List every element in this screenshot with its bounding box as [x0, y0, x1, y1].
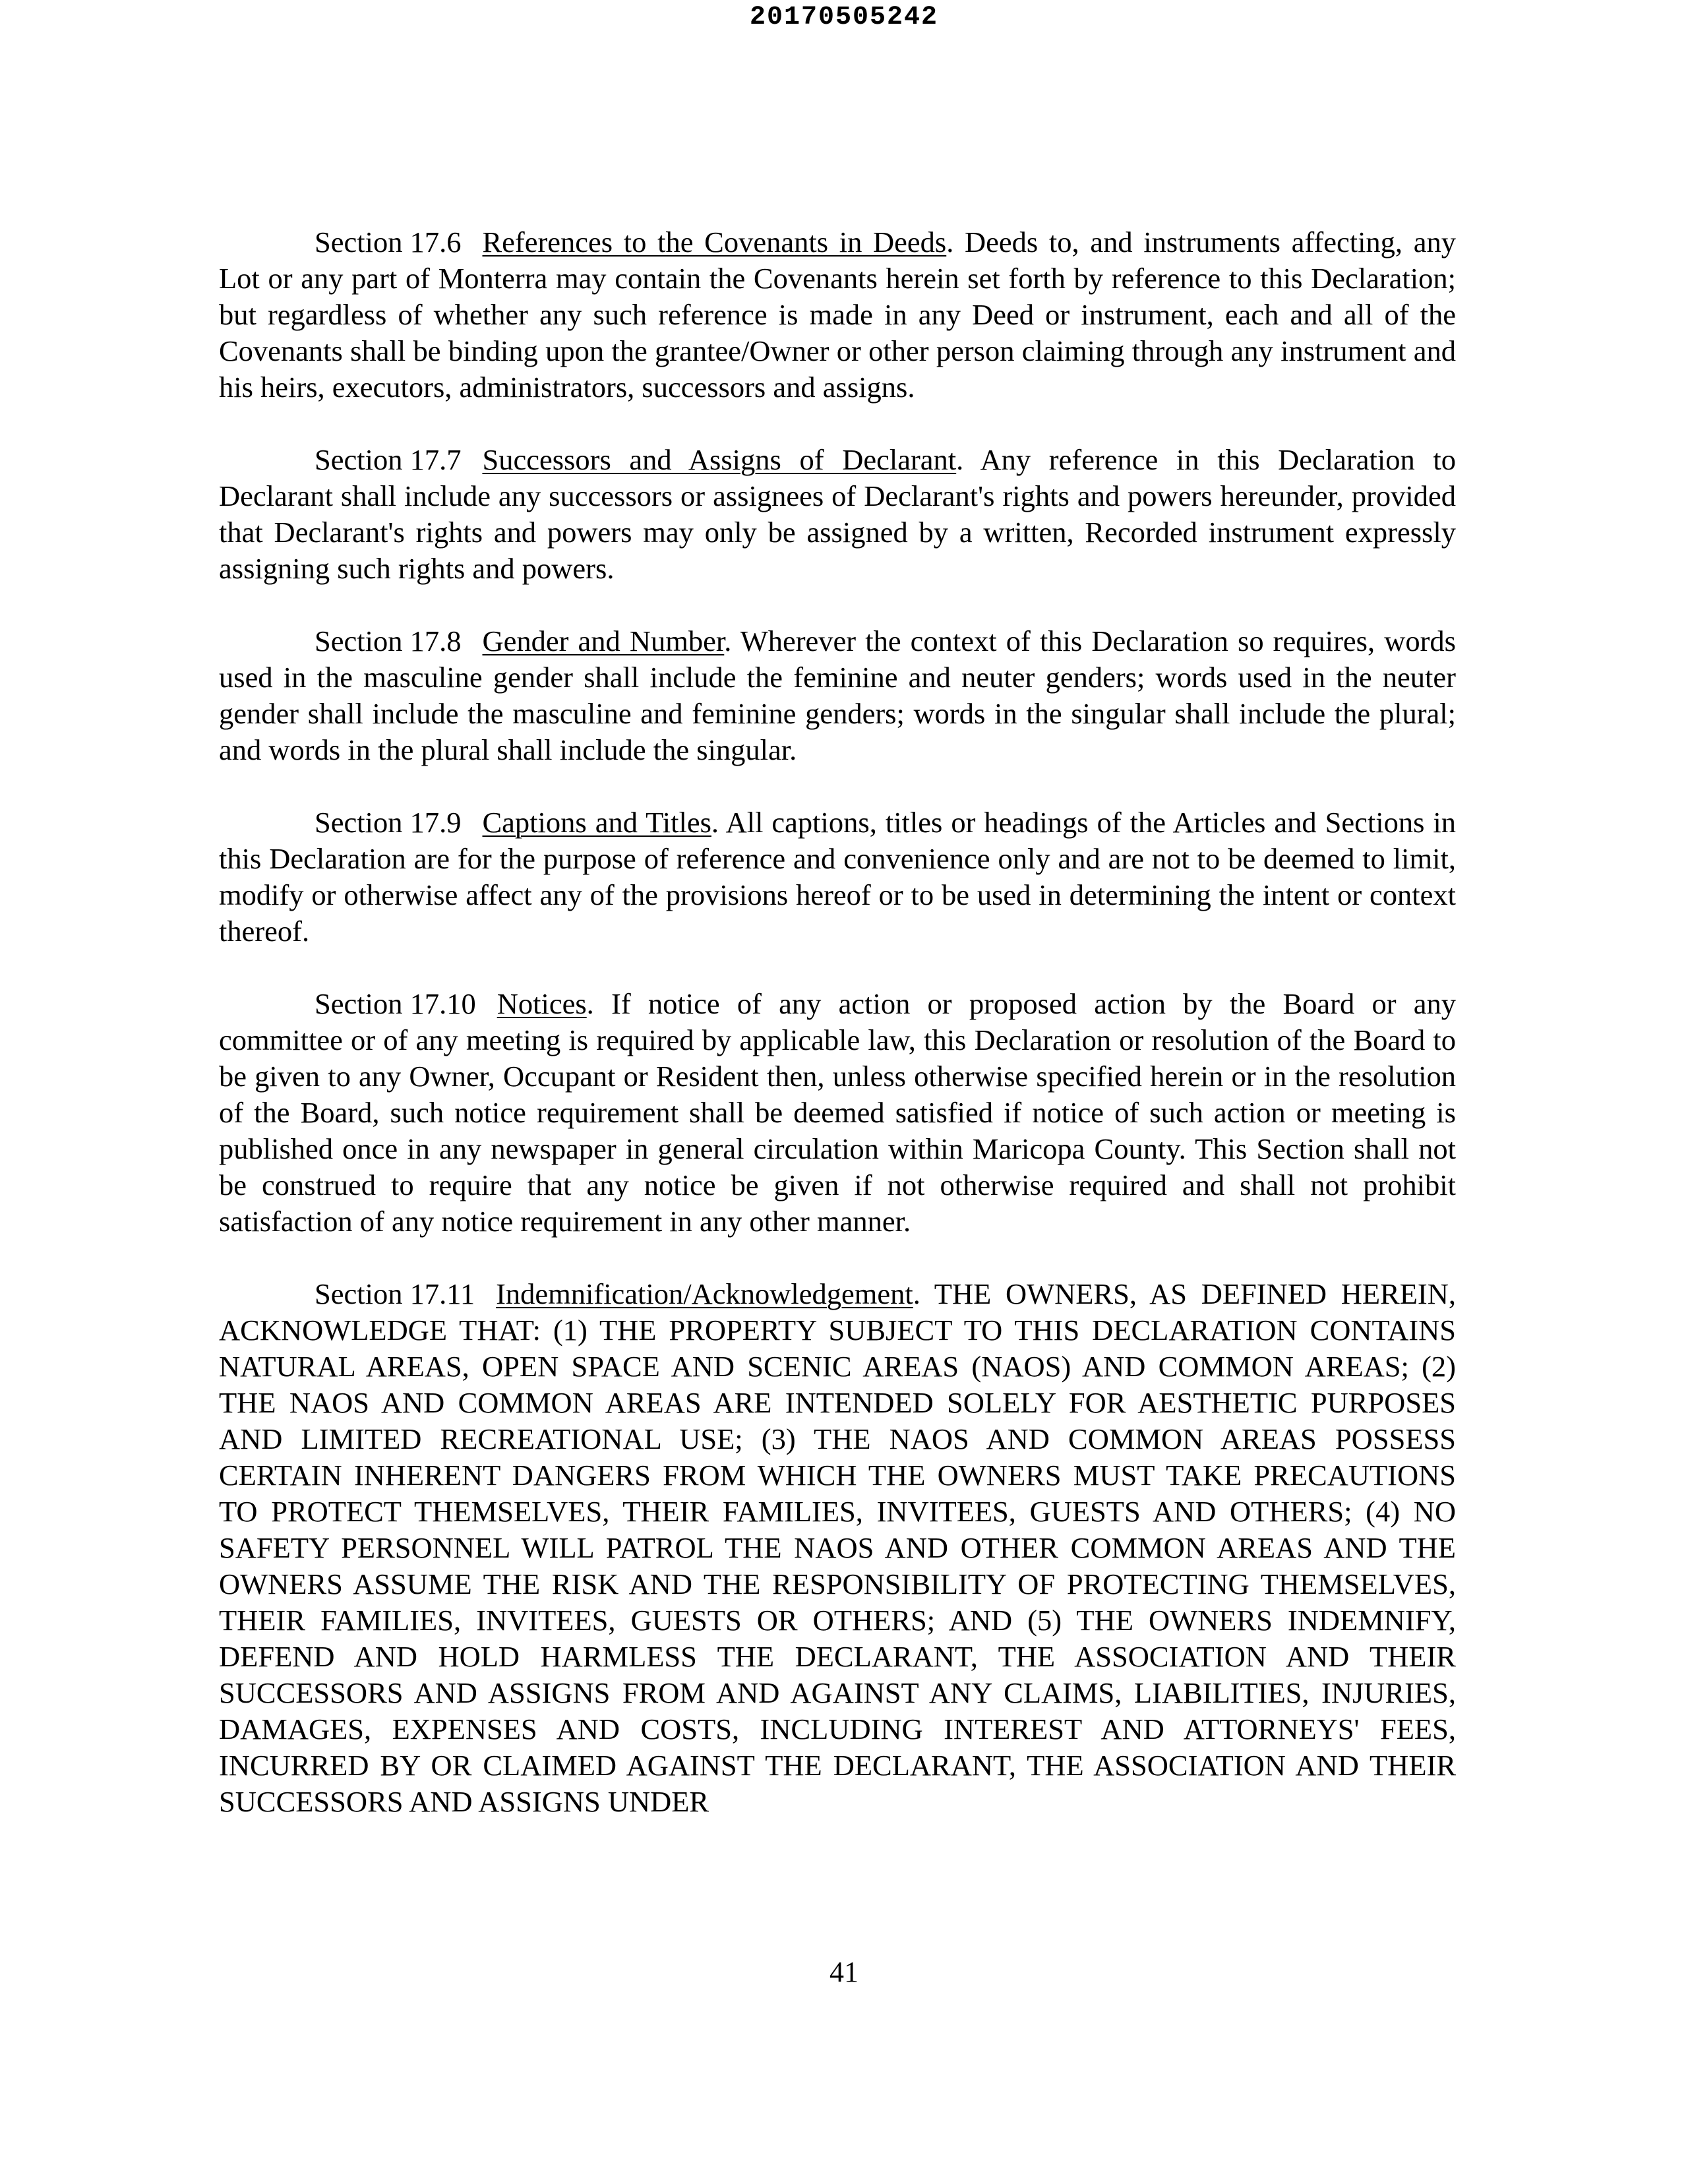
- section-number: Section 17.8: [315, 624, 462, 657]
- section-title: Captions and Titles: [482, 806, 711, 839]
- document-body: [219, 224, 1456, 1856]
- section-text: . If notice of any action or proposed action by the Board or any committee or of any meeting is required by applicable law, this Declaration or resolution of the Board to be given to any Owner, Occupant or Resident then, unless otherwise specified herein or in the resolution of the Board, such notice requirement shall be deemed satisfied if notice of such action or meeting is published once in any newspaper in general circulation within Maricopa County. This Section shall not be construed to require that any notice be given if not otherwise required and shall not prohibit satisfaction of any notice requirement in any other manner.: [219, 987, 1456, 1238]
- section-text: . Any reference in this Declaration to Declarant shall include any successors or assignees of Declarant's rights and powers hereunder, provided that Declarant's rights and powers may only be assigned by a written, Recorded instrument expressly assigning such rights and powers.: [219, 443, 1456, 585]
- document-number: 20170505242: [749, 3, 939, 32]
- section-text: . Deeds to, and instruments affecting, any Lot or any part of Monterra may contain the Covenants herein set forth by reference to this Declaration; but regardless of whether any such reference is made in any Deed or instrument, each and all of the Covenants shall be binding upon the grantee/Owner or other person claiming through any instrument and his heirs, executors, administrators, successors and assigns.: [219, 226, 1456, 404]
- section-text: . Wherever the context of this Declaration so requires, words used in the masculine gender shall include the feminine and neuter genders; words used in the neuter gender shall include the masculine and feminine genders; words in the singular shall include the plural; and words in the plural shall include the singular.: [219, 624, 1456, 766]
- section-text: . All captions, titles or headings of the Articles and Sections in this Declaration are for the purpose of reference and convenience only and are not to be deemed to limit, modify or otherwise affect any of the provisions hereof or to be used in determining the intent or context thereof.: [219, 806, 1456, 948]
- section-number: Section 17.11: [315, 1277, 475, 1310]
- section-text: . THE OWNERS, AS DEFINED HEREIN, ACKNOWLEDGE THAT: (1) THE PROPERTY SUBJECT TO THIS DECLARATION CONTAINS NATURAL AREAS, OPEN SPACE AND SCENIC AREAS (NAOS) AND COMMON AREAS; (2) THE NAOS AND COMMON AREAS ARE INTENDED SOLELY FOR AESTHETIC PURPOSES AND LIMITED RECREATIONAL USE; (3) THE NAOS AND COMMON AREAS POSSESS CERTAIN INHERENT DANGERS FROM WHICH THE OWNERS MUST TAKE PRECAUTIONS TO PROTECT THEMSELVES, THEIR FAMILIES, INVITEES, GUESTS AND OTHERS; (4) NO SAFETY PERSONNEL WILL PATROL THE NAOS AND OTHER COMMON AREAS AND THE OWNERS ASSUME THE RISK AND THE RESPONSIBILITY OF PROTECTING THEMSELVES, THEIR FAMILIES, INVITEES, GUESTS OR OTHERS; AND (5) THE OWNERS INDEMNIFY, DEFEND AND HOLD HARMLESS THE DECLARANT, THE ASSOCIATION AND THEIR SUCCESSORS AND ASSIGNS FROM AND AGAINST ANY CLAIMS, LIABILITIES, INJURIES, DAMAGES, EXPENSES AND COSTS, INCLUDING INTEREST AND ATTORNEYS' FEES, INCURRED BY OR CLAIMED AGAINST THE DECLARANT, THE ASSOCIATION AND THEIR SUCCESSORS AND ASSIGNS UNDER: [219, 1277, 1456, 1818]
- section-number: Section 17.6: [315, 226, 462, 258]
- section-17-7: [219, 442, 1456, 587]
- section-number: Section 17.10: [315, 987, 476, 1020]
- section-number: Section 17.9: [315, 806, 462, 839]
- section-title: Successors and Assigns of Declarant: [482, 443, 957, 476]
- section-17-8: [219, 623, 1456, 768]
- section-title: Indemnification/Acknowledgement: [496, 1277, 913, 1310]
- section-title: Gender and Number: [482, 624, 725, 657]
- section-title: Notices: [497, 987, 587, 1020]
- section-title: References to the Covenants in Deeds: [482, 226, 947, 258]
- section-number: Section 17.7: [315, 443, 462, 476]
- section-17-9: [219, 804, 1456, 950]
- page-number: 41: [829, 1956, 859, 1988]
- section-17-6: [219, 224, 1456, 406]
- section-17-11: [219, 1276, 1456, 1820]
- section-17-10: [219, 986, 1456, 1240]
